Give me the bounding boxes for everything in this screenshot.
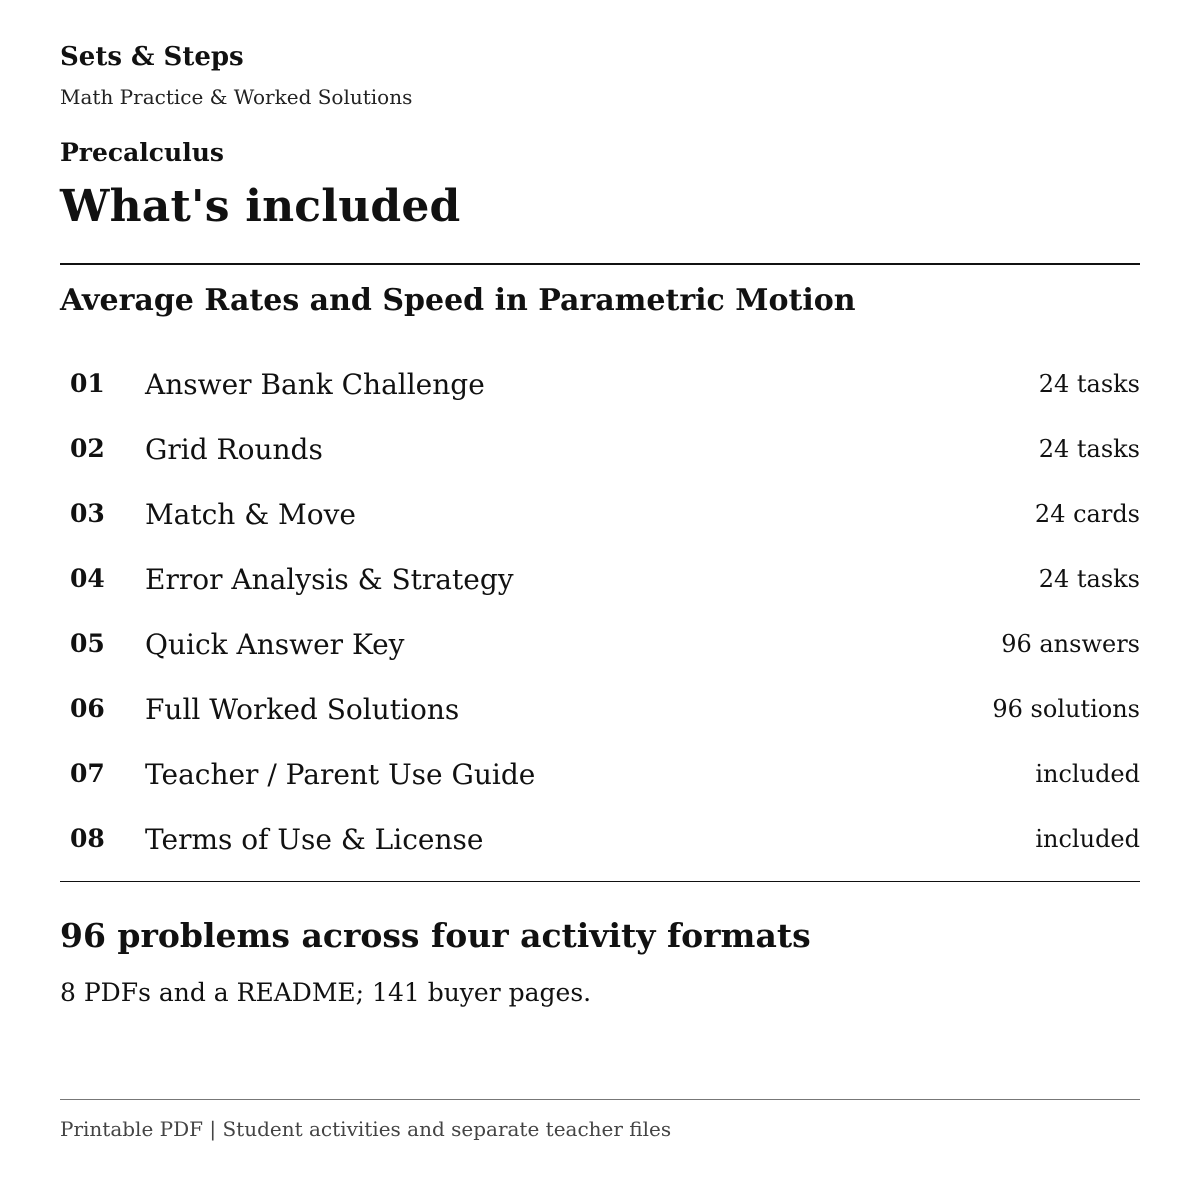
item-number: 06 [70,694,105,723]
contents-row [60,742,1140,807]
footer-divider [60,1099,1140,1100]
section-title: Average Rates and Speed in Parametric Motion [60,283,856,318]
item-number: 08 [70,824,105,853]
page [60,0,1140,1200]
contents-row [60,612,1140,677]
item-count: 24 tasks [1038,435,1140,463]
item-label: Grid Rounds [145,433,323,466]
item-number: 02 [70,434,105,463]
item-count: 24 cards [1034,500,1140,528]
item-label: Quick Answer Key [145,628,405,661]
item-label: Terms of Use & License [145,823,484,856]
item-count: included [1035,825,1140,853]
item-number: 04 [70,564,105,593]
title-divider [60,263,1140,265]
item-count: included [1035,760,1140,788]
contents-divider [60,881,1140,882]
contents-row [60,417,1140,482]
page-title: What's included [60,181,461,232]
summary-title: 96 problems across four activity formats [60,916,811,955]
contents-row [60,807,1140,872]
item-label: Match & Move [145,498,356,531]
summary-text: 8 PDFs and a README; 141 buyer pages. [60,978,592,1007]
subject-label: Precalculus [60,138,224,167]
item-count: 24 tasks [1038,565,1140,593]
item-count: 96 solutions [992,695,1140,723]
item-label: Answer Bank Challenge [145,368,485,401]
contents-row [60,352,1140,417]
item-label: Teacher / Parent Use Guide [145,758,536,791]
brand-name: Sets & Steps [60,42,244,72]
contents-row [60,482,1140,547]
item-count: 24 tasks [1038,370,1140,398]
item-label: Error Analysis & Strategy [145,563,514,596]
item-number: 01 [70,369,105,398]
brand-tagline: Math Practice & Worked Solutions [60,85,413,109]
item-number: 03 [70,499,105,528]
item-count: 96 answers [1001,630,1140,658]
contents-row [60,677,1140,742]
footer-text: Printable PDF | Student activities and separate teacher files [60,1117,672,1141]
item-number: 05 [70,629,105,658]
contents-row [60,547,1140,612]
item-label: Full Worked Solutions [145,693,460,726]
item-number: 07 [70,759,105,788]
contents-list [60,352,1140,872]
